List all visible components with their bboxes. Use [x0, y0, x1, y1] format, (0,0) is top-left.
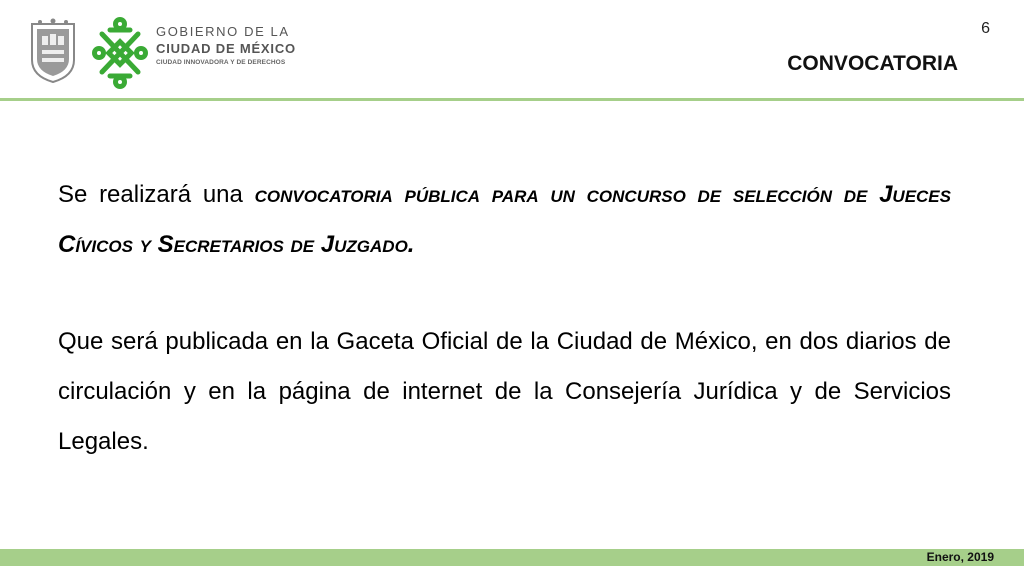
- footer-bar: [0, 549, 1024, 566]
- paragraph-lead: Se realizará una: [58, 181, 255, 208]
- emphasized-text: convocatoria pública para un concurso de selección de Jueces Cívicos y Secretarios de Juzgado: [58, 181, 951, 258]
- slide-title: CONVOCATORIA: [787, 52, 958, 75]
- org-name-line1: GOBIERNO DE LA: [156, 24, 290, 39]
- org-name-line2: CIUDAD DE MÉXICO: [156, 41, 296, 56]
- page-number: 6: [981, 20, 990, 37]
- header-divider: [0, 98, 1024, 101]
- footer-date: Enero, 2019: [926, 550, 994, 564]
- cdmx-logo-icon: [92, 16, 148, 90]
- paragraph-publication: Que será publicada en la Gaceta Oficial de la Ciudad de México, en dos diarios de circulación y en la página de internet de la Consejería Jurídica y de Servicios Legales.: [58, 328, 951, 455]
- coat-of-arms-icon: [28, 18, 78, 84]
- org-tagline: CIUDAD INNOVADORA Y DE DERECHOS: [156, 59, 286, 66]
- government-wordmark: [156, 24, 296, 68]
- paragraph-convocatoria: [58, 170, 951, 270]
- paragraph-end: .: [407, 231, 415, 258]
